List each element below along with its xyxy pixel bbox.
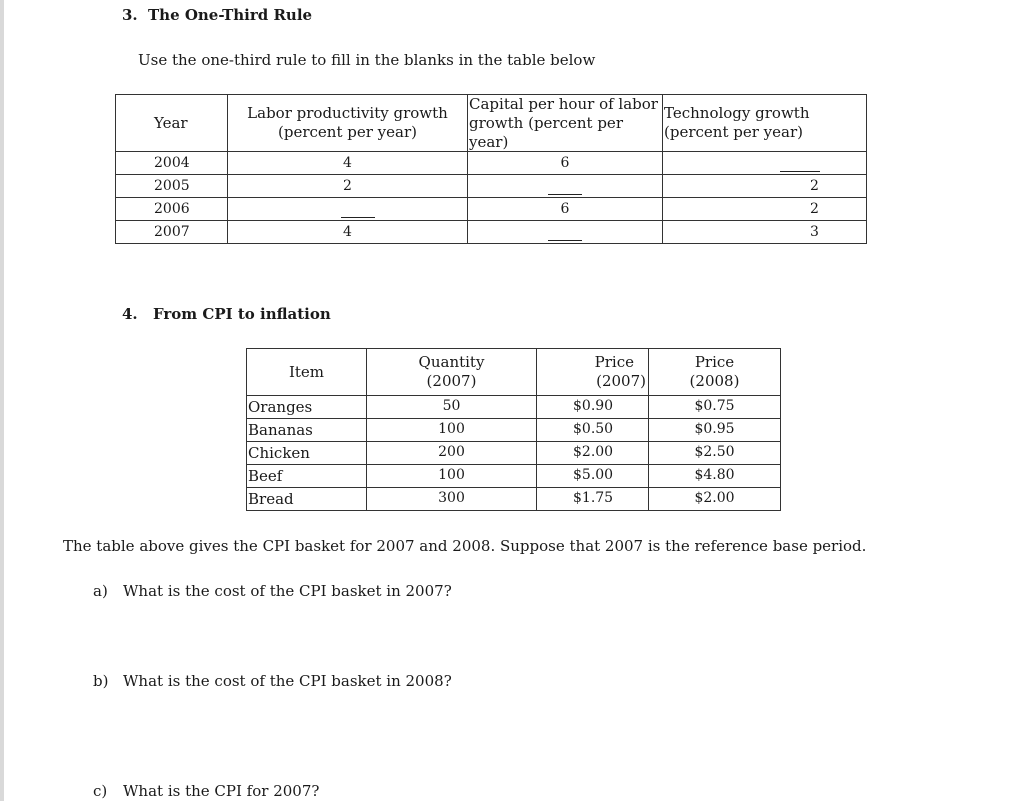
- header-p07-line2: (2007): [596, 372, 646, 390]
- answer-blank[interactable]: [548, 225, 582, 241]
- header-qty-line1: Quantity: [418, 353, 485, 372]
- cell-price-2007: $0.90: [537, 396, 649, 419]
- question-label: b): [93, 672, 109, 690]
- question-text: What is the cost of the CPI basket in 2008?: [123, 672, 452, 690]
- answer-blank[interactable]: [341, 202, 375, 218]
- question-b: [93, 672, 452, 690]
- cell-year: 2005: [116, 175, 228, 198]
- q4-heading: [122, 305, 331, 323]
- cpi-basket-table: [246, 348, 781, 511]
- header-qty-line2: (2007): [426, 372, 477, 390]
- question-label: a): [93, 582, 108, 600]
- q4-title: From CPI to inflation: [153, 305, 331, 323]
- cell-item: Oranges: [247, 396, 367, 419]
- header-tech-line1: Technology growth: [664, 104, 810, 123]
- table-row: [247, 442, 781, 465]
- cell-year: 2006: [116, 198, 228, 221]
- cell-tech-blank[interactable]: [663, 152, 867, 175]
- question-a: [93, 582, 452, 600]
- q3-title: The One-Third Rule: [148, 6, 313, 24]
- question-label: c): [93, 782, 108, 800]
- table-row: [116, 221, 867, 244]
- header-p07-line1: Price: [594, 353, 634, 372]
- header-price-2008: [649, 349, 781, 396]
- cell-tech: 3: [663, 221, 867, 244]
- cell-price-2008: $2.00: [649, 488, 781, 511]
- header-capital-line2: growth (percent per year): [469, 113, 623, 151]
- answer-blank[interactable]: [780, 156, 820, 172]
- header-p08-line1: Price: [694, 353, 735, 372]
- cell-capital-blank[interactable]: [468, 175, 663, 198]
- question-text: What is the CPI for 2007?: [123, 782, 320, 800]
- table-header-row: [247, 349, 781, 396]
- cell-quantity: 200: [367, 442, 537, 465]
- table-row: [116, 198, 867, 221]
- q3-heading: [122, 6, 312, 24]
- cell-year: 2007: [116, 221, 228, 244]
- cell-price-2007: $5.00: [537, 465, 649, 488]
- cell-price-2007: $2.00: [537, 442, 649, 465]
- table-header-row: [116, 95, 867, 152]
- q4-description: The table above gives the CPI basket for 2007 and 2008. Suppose that 2007 is the reference base period.: [63, 537, 867, 555]
- cell-item: Bread: [247, 488, 367, 511]
- cell-labor: 2: [228, 175, 468, 198]
- table-row: [247, 465, 781, 488]
- header-labor-line1: Labor productivity growth: [247, 104, 448, 123]
- answer-blank[interactable]: [548, 179, 582, 195]
- cell-labor: 4: [228, 152, 468, 175]
- header-quantity: [367, 349, 537, 396]
- cell-price-2008: $2.50: [649, 442, 781, 465]
- header-labor-productivity: [228, 95, 468, 152]
- header-labor-line2: (percent per year): [278, 123, 417, 142]
- cell-capital: 6: [468, 198, 663, 221]
- cell-labor-blank[interactable]: [228, 198, 468, 221]
- cell-year: 2004: [116, 152, 228, 175]
- cell-item: Bananas: [247, 419, 367, 442]
- header-technology-growth: [663, 95, 867, 152]
- cell-capital: 6: [468, 152, 663, 175]
- cell-tech: 2: [663, 175, 867, 198]
- cell-labor: 4: [228, 221, 468, 244]
- question-c: [93, 782, 319, 800]
- cell-capital-blank[interactable]: [468, 221, 663, 244]
- cell-price-2007: $1.75: [537, 488, 649, 511]
- header-p08-line2: (2008): [689, 372, 740, 390]
- question-text: What is the cost of the CPI basket in 2007?: [123, 582, 452, 600]
- table-row: [247, 419, 781, 442]
- cell-price-2008: $0.75: [649, 396, 781, 419]
- cell-price-2008: $4.80: [649, 465, 781, 488]
- page-left-border: [0, 0, 4, 801]
- one-third-rule-table: [115, 94, 867, 244]
- cell-item: Chicken: [247, 442, 367, 465]
- q3-number: 3.: [122, 6, 138, 24]
- header-price-2007: [537, 349, 649, 396]
- header-year: Year: [116, 95, 228, 152]
- table-row: [116, 175, 867, 198]
- cell-quantity: 50: [367, 396, 537, 419]
- cell-item: Beef: [247, 465, 367, 488]
- cell-quantity: 100: [367, 419, 537, 442]
- table-row: [116, 152, 867, 175]
- cell-price-2008: $0.95: [649, 419, 781, 442]
- cell-tech: 2: [663, 198, 867, 221]
- cell-price-2007: $0.50: [537, 419, 649, 442]
- header-item: Item: [247, 349, 367, 396]
- q3-instruction: Use the one-third rule to fill in the blanks in the table below: [138, 51, 596, 69]
- header-capital-line1: Capital per hour of labor: [469, 95, 658, 113]
- cell-quantity: 300: [367, 488, 537, 511]
- table-row: [247, 488, 781, 511]
- header-capital-per-hour: [468, 95, 663, 152]
- cell-quantity: 100: [367, 465, 537, 488]
- q4-number: 4.: [122, 305, 138, 323]
- table-row: [247, 396, 781, 419]
- header-tech-line2: (percent per year): [664, 123, 803, 142]
